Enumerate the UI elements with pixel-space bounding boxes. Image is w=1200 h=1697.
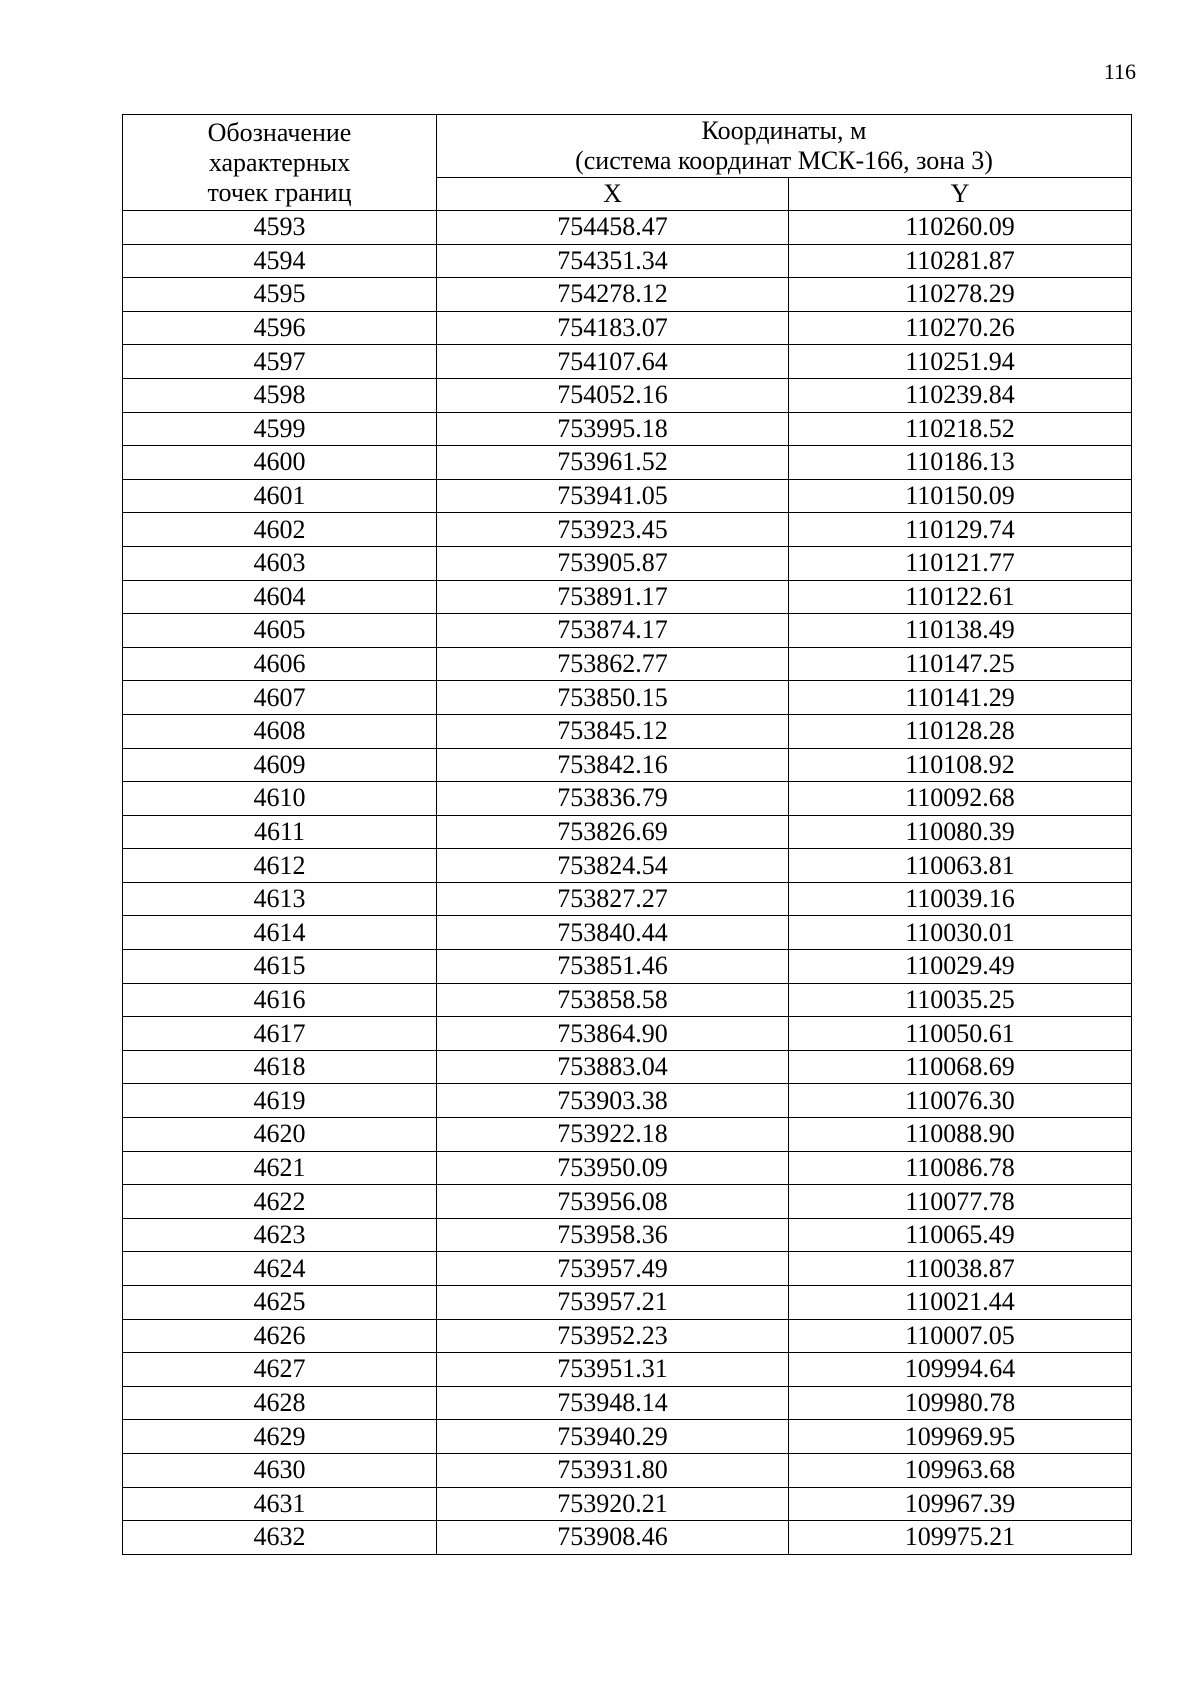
cell-x: 753840.44: [437, 916, 789, 950]
cell-y: 110080.39: [789, 815, 1132, 849]
header-point-designation: [123, 115, 437, 211]
cell-x: 754107.64: [437, 345, 789, 379]
table-row: [123, 983, 1132, 1017]
cell-point: 4631: [123, 1487, 437, 1521]
table-row: [123, 714, 1132, 748]
table-row: [123, 244, 1132, 278]
cell-point: 4629: [123, 1420, 437, 1454]
cell-x: 753845.12: [437, 714, 789, 748]
cell-x: 754458.47: [437, 211, 789, 245]
table-row: [123, 580, 1132, 614]
cell-point: 4597: [123, 345, 437, 379]
cell-x: 753995.18: [437, 412, 789, 446]
cell-y: 110218.52: [789, 412, 1132, 446]
cell-y: 110086.78: [789, 1151, 1132, 1185]
table-row: [123, 1017, 1132, 1051]
table-row: [123, 849, 1132, 883]
cell-point: 4603: [123, 546, 437, 580]
cell-point: 4598: [123, 378, 437, 412]
table-row: [123, 345, 1132, 379]
cell-x: 753948.14: [437, 1386, 789, 1420]
cell-y: 110077.78: [789, 1185, 1132, 1219]
cell-point: 4610: [123, 782, 437, 816]
cell-point: 4626: [123, 1319, 437, 1353]
table-row: [123, 378, 1132, 412]
cell-y: 110278.29: [789, 278, 1132, 312]
cell-y: 110050.61: [789, 1017, 1132, 1051]
cell-x: 753952.23: [437, 1319, 789, 1353]
cell-y: 110239.84: [789, 378, 1132, 412]
table-row: [123, 1151, 1132, 1185]
cell-y: 110186.13: [789, 446, 1132, 480]
cell-y: 110088.90: [789, 1118, 1132, 1152]
cell-point: 4628: [123, 1386, 437, 1420]
table-row: [123, 1420, 1132, 1454]
cell-x: 753858.58: [437, 983, 789, 1017]
table-row: [123, 546, 1132, 580]
cell-y: 110030.01: [789, 916, 1132, 950]
cell-y: 110007.05: [789, 1319, 1132, 1353]
cell-x: 753908.46: [437, 1521, 789, 1555]
cell-point: 4609: [123, 748, 437, 782]
cell-point: 4611: [123, 815, 437, 849]
table-row: [123, 1353, 1132, 1387]
header-coordinates: [437, 115, 1132, 178]
table-row: [123, 1252, 1132, 1286]
cell-y: 110068.69: [789, 1050, 1132, 1084]
cell-point: 4621: [123, 1151, 437, 1185]
cell-x: 753920.21: [437, 1487, 789, 1521]
cell-y: 110121.77: [789, 546, 1132, 580]
header-y: Y: [789, 178, 1132, 211]
cell-x: 753922.18: [437, 1118, 789, 1152]
table-row: [123, 950, 1132, 984]
cell-y: 109980.78: [789, 1386, 1132, 1420]
cell-y: 109969.95: [789, 1420, 1132, 1454]
cell-x: 753940.29: [437, 1420, 789, 1454]
cell-x: 753864.90: [437, 1017, 789, 1051]
table-row: [123, 211, 1132, 245]
cell-x: 753957.49: [437, 1252, 789, 1286]
cell-y: 110092.68: [789, 782, 1132, 816]
cell-point: 4594: [123, 244, 437, 278]
cell-point: 4622: [123, 1185, 437, 1219]
cell-y: 110128.28: [789, 714, 1132, 748]
cell-y: 110108.92: [789, 748, 1132, 782]
cell-y: 110147.25: [789, 647, 1132, 681]
cell-x: 753956.08: [437, 1185, 789, 1219]
header-coordinates-line-2: (система координат МСК-166, зона 3): [575, 146, 993, 175]
table-row: [123, 1050, 1132, 1084]
cell-point: 4615: [123, 950, 437, 984]
table-row: [123, 513, 1132, 547]
cell-point: 4607: [123, 681, 437, 715]
cell-y: 109994.64: [789, 1353, 1132, 1387]
cell-x: 753850.15: [437, 681, 789, 715]
table-row: [123, 412, 1132, 446]
cell-point: 4600: [123, 446, 437, 480]
cell-y: 110281.87: [789, 244, 1132, 278]
cell-x: 753941.05: [437, 479, 789, 513]
cell-x: 753824.54: [437, 849, 789, 883]
header-point-line-1: Обозначение: [207, 117, 352, 147]
cell-y: 110260.09: [789, 211, 1132, 245]
cell-x: 753961.52: [437, 446, 789, 480]
table-row: [123, 1487, 1132, 1521]
cell-y: 110063.81: [789, 849, 1132, 883]
cell-point: 4612: [123, 849, 437, 883]
cell-x: 753951.31: [437, 1353, 789, 1387]
cell-point: 4617: [123, 1017, 437, 1051]
table-row: [123, 1286, 1132, 1320]
cell-y: 110141.29: [789, 681, 1132, 715]
cell-y: 110039.16: [789, 882, 1132, 916]
cell-y: 110122.61: [789, 580, 1132, 614]
cell-y: 110035.25: [789, 983, 1132, 1017]
table-row: [123, 311, 1132, 345]
cell-x: 753931.80: [437, 1453, 789, 1487]
cell-point: 4596: [123, 311, 437, 345]
cell-x: 753826.69: [437, 815, 789, 849]
table-row: [123, 278, 1132, 312]
cell-point: 4614: [123, 916, 437, 950]
table-row: [123, 815, 1132, 849]
cell-x: 753842.16: [437, 748, 789, 782]
table-row: [123, 1218, 1132, 1252]
cell-y: 110029.49: [789, 950, 1132, 984]
cell-y: 109967.39: [789, 1487, 1132, 1521]
table-row: [123, 614, 1132, 648]
cell-x: 753836.79: [437, 782, 789, 816]
table-header: [123, 115, 1132, 211]
cell-y: 110251.94: [789, 345, 1132, 379]
cell-x: 753905.87: [437, 546, 789, 580]
cell-y: 110038.87: [789, 1252, 1132, 1286]
cell-y: 110076.30: [789, 1084, 1132, 1118]
table-row: [123, 479, 1132, 513]
table-row: [123, 681, 1132, 715]
cell-x: 753903.38: [437, 1084, 789, 1118]
cell-y: 109975.21: [789, 1521, 1132, 1555]
cell-x: 753862.77: [437, 647, 789, 681]
table-row: [123, 782, 1132, 816]
table-row: [123, 1319, 1132, 1353]
cell-y: 110138.49: [789, 614, 1132, 648]
cell-y: 110270.26: [789, 311, 1132, 345]
coordinates-table: [122, 114, 1132, 1555]
cell-y: 110021.44: [789, 1286, 1132, 1320]
cell-x: 754278.12: [437, 278, 789, 312]
header-point-line-2: характерных: [208, 147, 351, 177]
table-row: [123, 1453, 1132, 1487]
table-row: [123, 1118, 1132, 1152]
table-row: [123, 882, 1132, 916]
page-number: 116: [1103, 59, 1136, 84]
cell-x: 753827.27: [437, 882, 789, 916]
header-point-line-3: точек границ: [207, 177, 352, 207]
cell-point: 4623: [123, 1218, 437, 1252]
cell-point: 4606: [123, 647, 437, 681]
cell-point: 4618: [123, 1050, 437, 1084]
cell-point: 4601: [123, 479, 437, 513]
cell-x: 753923.45: [437, 513, 789, 547]
cell-x: 754351.34: [437, 244, 789, 278]
cell-point: 4593: [123, 211, 437, 245]
cell-point: 4616: [123, 983, 437, 1017]
cell-point: 4625: [123, 1286, 437, 1320]
cell-x: 753950.09: [437, 1151, 789, 1185]
table-row: [123, 1386, 1132, 1420]
cell-x: 753883.04: [437, 1050, 789, 1084]
cell-x: 753874.17: [437, 614, 789, 648]
cell-x: 754052.16: [437, 378, 789, 412]
cell-point: 4624: [123, 1252, 437, 1286]
table-row: [123, 647, 1132, 681]
table-row: [123, 916, 1132, 950]
cell-point: 4595: [123, 278, 437, 312]
cell-point: 4632: [123, 1521, 437, 1555]
cell-x: 754183.07: [437, 311, 789, 345]
cell-point: 4599: [123, 412, 437, 446]
table-row: [123, 1521, 1132, 1555]
cell-point: 4627: [123, 1353, 437, 1387]
cell-y: 110129.74: [789, 513, 1132, 547]
cell-y: 109963.68: [789, 1453, 1132, 1487]
table-row: [123, 1084, 1132, 1118]
cell-point: 4619: [123, 1084, 437, 1118]
cell-x: 753851.46: [437, 950, 789, 984]
table-row: [123, 446, 1132, 480]
header-coordinates-line-1: Координаты, м: [701, 116, 867, 145]
cell-point: 4630: [123, 1453, 437, 1487]
cell-point: 4604: [123, 580, 437, 614]
table-row: [123, 1185, 1132, 1219]
cell-y: 110065.49: [789, 1218, 1132, 1252]
cell-x: 753958.36: [437, 1218, 789, 1252]
cell-point: 4613: [123, 882, 437, 916]
cell-point: 4602: [123, 513, 437, 547]
cell-point: 4608: [123, 714, 437, 748]
cell-y: 110150.09: [789, 479, 1132, 513]
cell-x: 753957.21: [437, 1286, 789, 1320]
header-x: X: [437, 178, 789, 211]
cell-x: 753891.17: [437, 580, 789, 614]
cell-point: 4620: [123, 1118, 437, 1152]
table-row: [123, 748, 1132, 782]
table-body: [123, 211, 1132, 1555]
cell-point: 4605: [123, 614, 437, 648]
